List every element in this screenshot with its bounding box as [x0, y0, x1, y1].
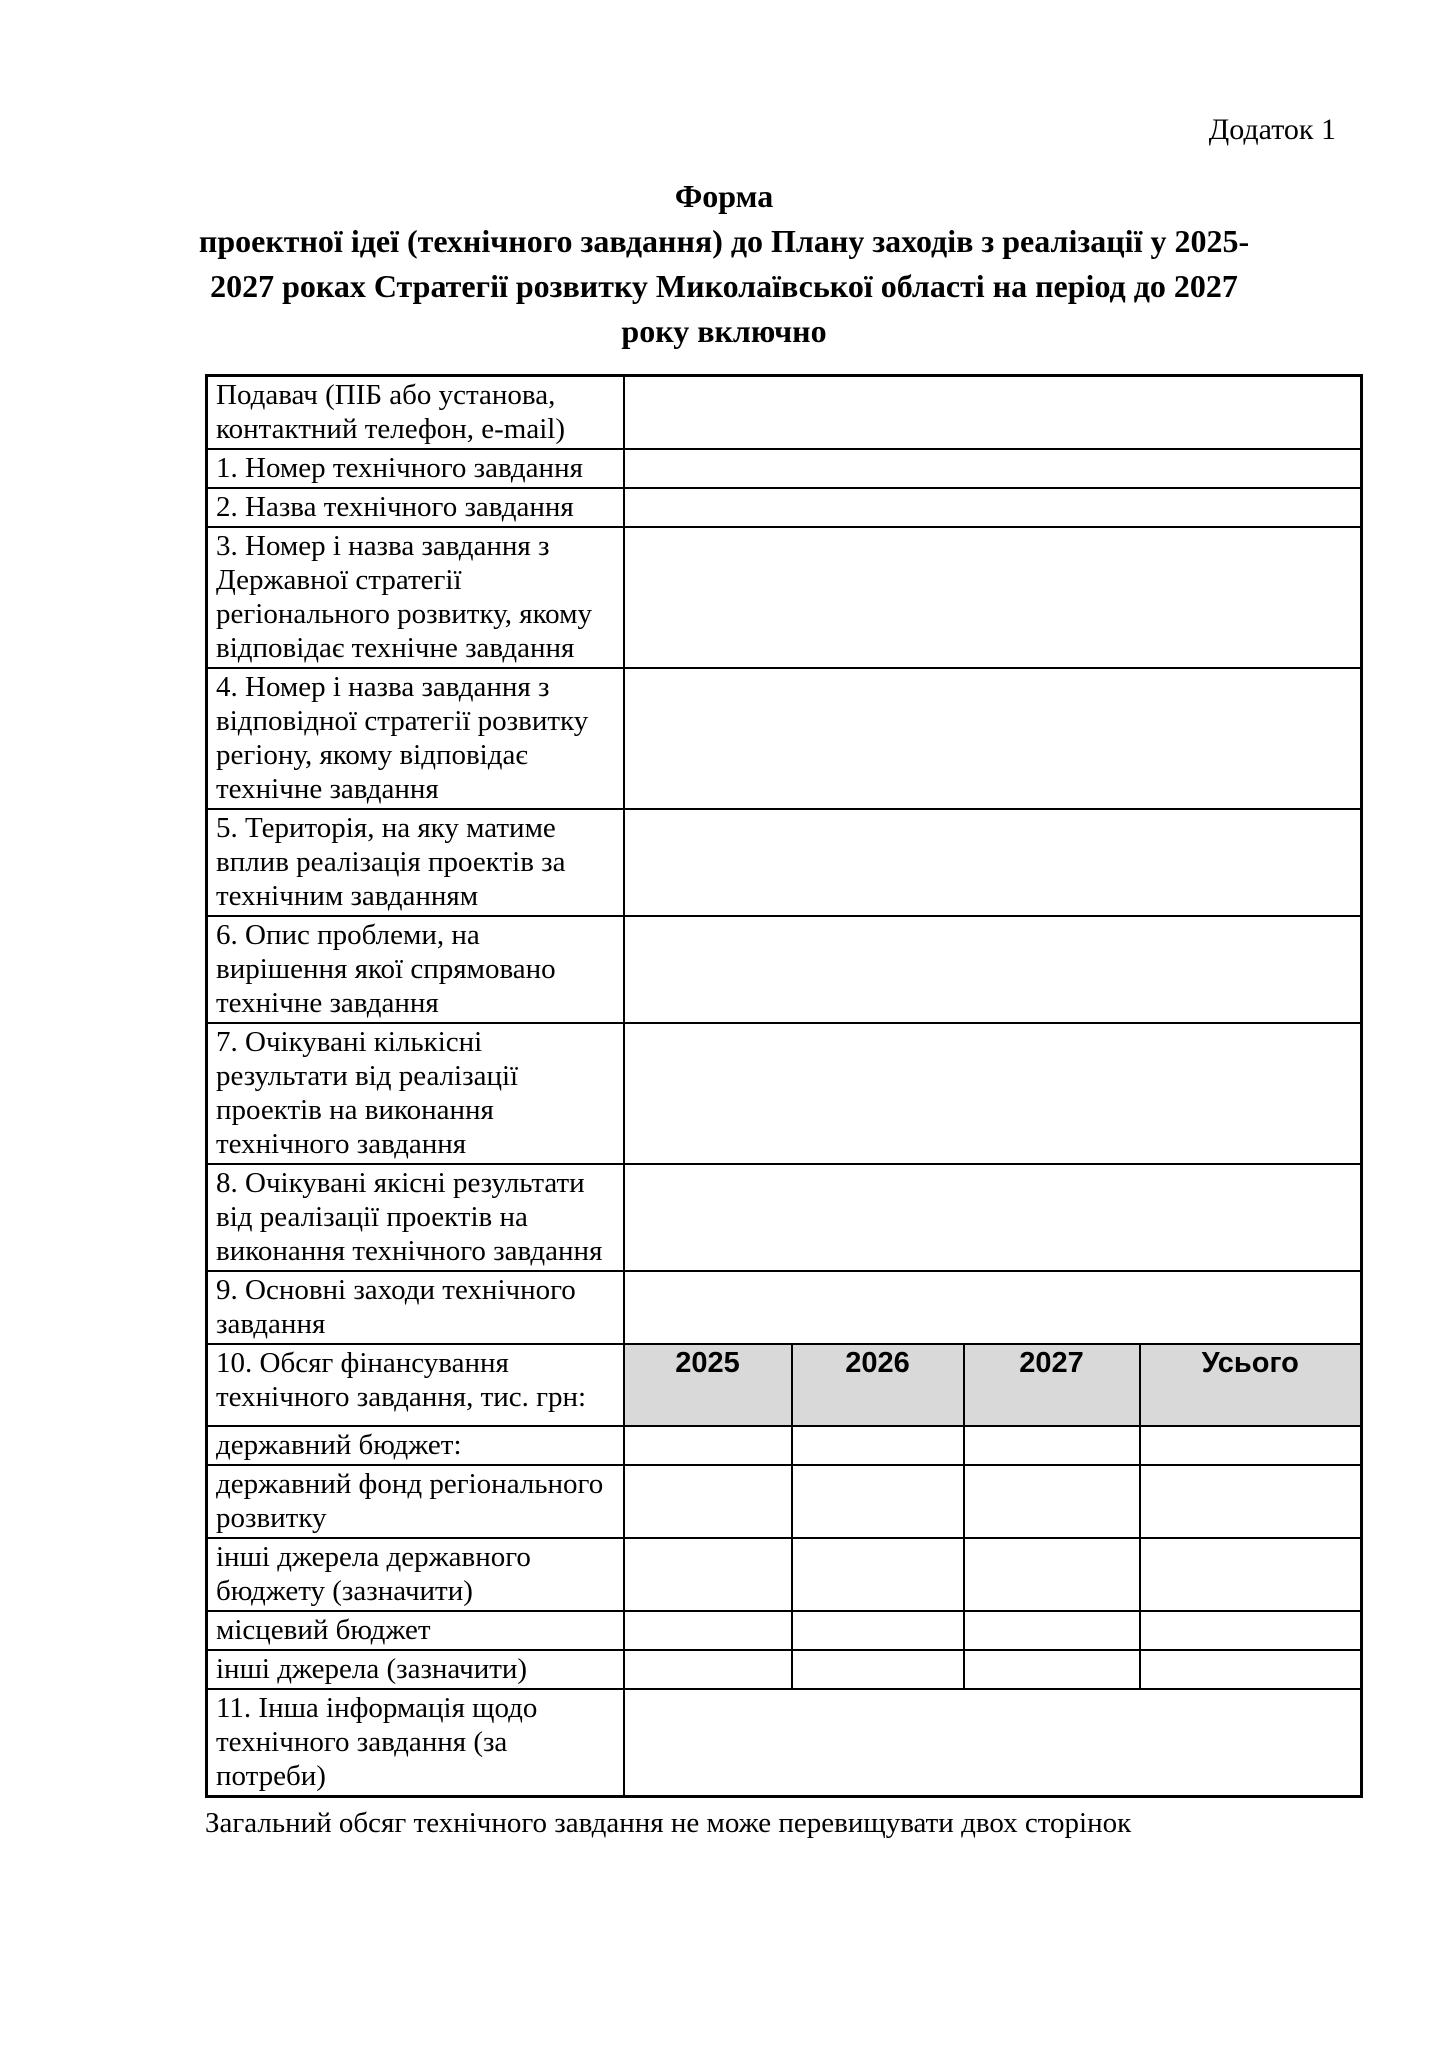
- row-value-cell: [624, 1689, 1362, 1797]
- row-value-cell: [624, 1164, 1362, 1271]
- row-label: 10. Обсяг фінансування технічного завдання, тис. грн:: [207, 1344, 624, 1426]
- table-row-state-budget: [207, 1426, 1362, 1465]
- row-label: інші джерела (зазначити): [207, 1650, 624, 1689]
- table-row-other-state-sources: [207, 1538, 1362, 1611]
- row-value-cell: [624, 809, 1362, 916]
- amount-cell-2027: [964, 1538, 1140, 1611]
- row-value-cell: [624, 449, 1362, 488]
- row-label: 2. Назва технічного завдання: [207, 488, 624, 527]
- amount-cell-2027: [964, 1426, 1140, 1465]
- amount-cell-2026: [792, 1465, 964, 1538]
- amount-cell-2027: [964, 1611, 1140, 1650]
- amount-cell-2026: [792, 1650, 964, 1689]
- table-row-local-budget: [207, 1611, 1362, 1650]
- table-row-7: [207, 1023, 1362, 1164]
- amount-cell-2025: [624, 1611, 792, 1650]
- table-row-3: [207, 527, 1362, 668]
- table-row-6: [207, 916, 1362, 1023]
- table-row-regional-fund: [207, 1465, 1362, 1538]
- project-form-table: [205, 374, 1363, 1798]
- amount-cell-2025: [624, 1465, 792, 1538]
- row-value-cell: [624, 488, 1362, 527]
- amount-cell-2026: [792, 1538, 964, 1611]
- row-label: 5. Територія, на яку матиме вплив реалізація проектів за технічним завданням: [207, 809, 624, 916]
- table-row-5: [207, 809, 1362, 916]
- table-row-9: [207, 1271, 1362, 1344]
- year-header-total: Усього: [1140, 1344, 1362, 1426]
- row-label: 7. Очікувані кількісні результати від реалізації проектів на виконання технічного завдання: [207, 1023, 624, 1164]
- form-title-line-1: Форма: [674, 178, 774, 214]
- row-label: 11. Інша інформація щодо технічного завдання (за потреби): [207, 1689, 624, 1797]
- table-row-8: [207, 1164, 1362, 1271]
- amount-cell-2025: [624, 1426, 792, 1465]
- row-label: Подавач (ПІБ або установа, контактний телефон, e-mail): [207, 376, 624, 450]
- amount-cell-2025: [624, 1538, 792, 1611]
- footer-note: Загальний обсяг технічного завдання не може перевищувати двох сторінок: [205, 1807, 1132, 1839]
- row-value-cell: [624, 668, 1362, 809]
- form-title: [0, 174, 1448, 354]
- row-label: 3. Номер і назва завдання з Державної стратегії регіонального розвитку, якому відповідає технічне завдання: [207, 527, 624, 668]
- row-label: 1. Номер технічного завдання: [207, 449, 624, 488]
- row-label: інші джерела державного бюджету (зазначити): [207, 1538, 624, 1611]
- row-label: місцевий бюджет: [207, 1611, 624, 1650]
- amount-cell-2026: [792, 1611, 964, 1650]
- amount-cell-total: [1140, 1426, 1362, 1465]
- row-label: 8. Очікувані якісні результати від реалізації проектів на виконання технічного завдання: [207, 1164, 624, 1271]
- form-title-line-2: проектної ідеї (технічного завдання) до Плану заходів з реалізації у 2025-: [198, 223, 1250, 259]
- table-row-financing-header: [207, 1344, 1362, 1426]
- row-value-cell: [624, 527, 1362, 668]
- row-label: державний фонд регіонального розвитку: [207, 1465, 624, 1538]
- row-value-cell: [624, 1271, 1362, 1344]
- amount-cell-2027: [964, 1465, 1140, 1538]
- amount-cell-total: [1140, 1611, 1362, 1650]
- row-label: 6. Опис проблеми, на вирішення якої спрямовано технічне завдання: [207, 916, 624, 1023]
- amount-cell-total: [1140, 1650, 1362, 1689]
- amount-cell-total: [1140, 1538, 1362, 1611]
- table-row-4: [207, 668, 1362, 809]
- form-title-line-4: року включно: [621, 313, 827, 349]
- form-title-line-3: 2027 роках Стратегії розвитку Миколаївської області на період до 2027: [210, 268, 1238, 304]
- row-label: державний бюджет:: [207, 1426, 624, 1465]
- row-label: 4. Номер і назва завдання з відповідної стратегії розвитку регіону, якому відповідає технічне завдання: [207, 668, 624, 809]
- amount-cell-total: [1140, 1465, 1362, 1538]
- table-row-submitter: [207, 376, 1362, 450]
- table-row-other-sources: [207, 1650, 1362, 1689]
- year-header-2026: 2026: [792, 1344, 964, 1426]
- amount-cell-2027: [964, 1650, 1140, 1689]
- row-value-cell: [624, 376, 1362, 450]
- row-value-cell: [624, 1023, 1362, 1164]
- year-header-2025: 2025: [624, 1344, 792, 1426]
- year-header-2027: 2027: [964, 1344, 1140, 1426]
- appendix-label: Додаток 1: [1208, 113, 1336, 146]
- table-row-other-info: [207, 1689, 1362, 1797]
- row-label: 9. Основні заходи технічного завдання: [207, 1271, 624, 1344]
- amount-cell-2025: [624, 1650, 792, 1689]
- table-row-1: [207, 449, 1362, 488]
- table-row-2: [207, 488, 1362, 527]
- amount-cell-2026: [792, 1426, 964, 1465]
- row-value-cell: [624, 916, 1362, 1023]
